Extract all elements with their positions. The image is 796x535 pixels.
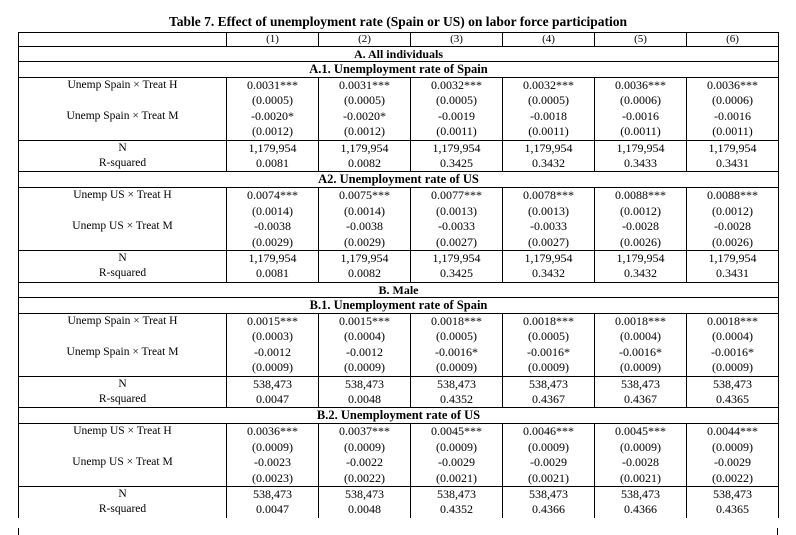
row-label (19, 235, 227, 251)
coefficient-cell: -0.0023 (227, 455, 319, 470)
coefficient-cell: 0.0037*** (319, 424, 411, 440)
statistic-cell: 538,473 (687, 376, 779, 392)
row-label (19, 329, 227, 344)
subpanel-header-row (19, 172, 779, 188)
panel-header: B. Male (19, 282, 779, 297)
subpanel-header: B.1. Unemployment rate of Spain (19, 297, 779, 313)
coefficient-cell: 0.0031*** (319, 78, 411, 94)
coefficient-cell: 0.0046*** (503, 424, 595, 440)
coefficient-cell: -0.0028 (595, 219, 687, 234)
coefficient-cell: 0.0036*** (227, 424, 319, 440)
standard-error-row (19, 204, 779, 219)
standard-error-cell: (0.0021) (503, 471, 595, 487)
statistic-cell: 0.3425 (411, 156, 503, 172)
statistic-cell: 538,473 (503, 376, 595, 392)
standard-error-row (19, 93, 779, 108)
statistic-label: N (19, 251, 227, 267)
coefficient-cell: -0.0029 (411, 455, 503, 470)
standard-error-row (19, 124, 779, 140)
standard-error-cell: (0.0009) (595, 360, 687, 376)
coefficient-cell: -0.0016 (595, 109, 687, 124)
coefficient-cell: 0.0032*** (411, 78, 503, 94)
statistic-cell: 0.0048 (319, 502, 411, 517)
table-title: Table 7. Effect of unemployment rate (Spain or US) on labor force participation (168, 14, 628, 29)
coefficient-cell: -0.0029 (503, 455, 595, 470)
statistic-cell: 0.0048 (319, 392, 411, 408)
subpanel-header-row (19, 297, 779, 313)
coefficient-row (19, 313, 779, 329)
statistic-row (19, 266, 779, 282)
row-label: Unemp US × Treat H (19, 424, 227, 440)
coefficient-cell: 0.0074*** (227, 188, 319, 204)
standard-error-cell: (0.0027) (411, 235, 503, 251)
panel-header-row (19, 47, 779, 62)
coefficient-cell: -0.0016* (411, 345, 503, 360)
coefficient-cell: -0.0016 (687, 109, 779, 124)
coefficient-cell: 0.0044*** (687, 424, 779, 440)
standard-error-cell: (0.0027) (503, 235, 595, 251)
standard-error-cell: (0.0006) (595, 93, 687, 108)
row-label (19, 204, 227, 219)
coefficient-row (19, 219, 779, 234)
coefficient-row (19, 188, 779, 204)
panel-header: A. All individuals (19, 47, 779, 62)
coefficient-cell: 0.0018*** (595, 313, 687, 329)
statistic-cell: 0.4366 (595, 502, 687, 517)
row-label: Unemp US × Treat M (19, 219, 227, 234)
statistic-row (19, 376, 779, 392)
statistic-cell: 0.3425 (411, 266, 503, 282)
coefficient-cell: 0.0018*** (503, 313, 595, 329)
statistic-cell: 1,179,954 (503, 140, 595, 156)
row-label: Unemp US × Treat H (19, 188, 227, 204)
coefficient-cell: 0.0032*** (503, 78, 595, 94)
subpanel-header: A2. Unemployment rate of US (19, 172, 779, 188)
statistic-cell: 1,179,954 (687, 251, 779, 267)
coefficient-cell: -0.0016* (687, 345, 779, 360)
statistic-cell: 538,473 (595, 486, 687, 502)
statistic-cell: 1,179,954 (411, 140, 503, 156)
statistic-cell: 0.0047 (227, 502, 319, 517)
standard-error-cell: (0.0005) (503, 93, 595, 108)
statistic-label: N (19, 376, 227, 392)
statistic-cell: 0.0081 (227, 156, 319, 172)
regression-table (18, 32, 779, 518)
coefficient-cell: -0.0019 (411, 109, 503, 124)
statistic-cell: 0.4365 (687, 392, 779, 408)
standard-error-cell: (0.0012) (319, 124, 411, 140)
statistic-cell: 538,473 (227, 376, 319, 392)
standard-error-cell: (0.0021) (411, 471, 503, 487)
column-header: (3) (411, 33, 503, 47)
subpanel-header: B.2. Unemployment rate of US (19, 408, 779, 424)
coefficient-cell: 0.0015*** (227, 313, 319, 329)
coefficient-cell: 0.0018*** (687, 313, 779, 329)
statistic-cell: 0.4365 (687, 502, 779, 517)
coefficient-cell: 0.0015*** (319, 313, 411, 329)
standard-error-cell: (0.0006) (687, 93, 779, 108)
coefficient-cell: -0.0012 (319, 345, 411, 360)
standard-error-cell: (0.0005) (503, 329, 595, 344)
standard-error-cell: (0.0022) (687, 471, 779, 487)
row-label: Unemp Spain × Treat M (19, 109, 227, 124)
coefficient-cell: 0.0018*** (411, 313, 503, 329)
statistic-cell: 0.3431 (687, 156, 779, 172)
standard-error-row (19, 471, 779, 487)
row-label (19, 93, 227, 108)
coefficient-cell: -0.0012 (227, 345, 319, 360)
statistic-cell: 1,179,954 (227, 251, 319, 267)
statistic-cell: 1,179,954 (319, 251, 411, 267)
row-label: Unemp Spain × Treat H (19, 78, 227, 94)
standard-error-cell: (0.0009) (227, 360, 319, 376)
statistic-cell: 0.0081 (227, 266, 319, 282)
statistic-cell: 538,473 (227, 486, 319, 502)
subpanel-header-row (19, 62, 779, 78)
row-label (19, 360, 227, 376)
statistic-cell: 0.3432 (503, 266, 595, 282)
standard-error-row (19, 440, 779, 455)
column-header-stub (19, 33, 227, 47)
statistic-cell: 538,473 (411, 486, 503, 502)
statistic-cell: 0.0082 (319, 156, 411, 172)
coefficient-cell: -0.0016* (503, 345, 595, 360)
coefficient-row (19, 78, 779, 94)
coefficient-cell: -0.0033 (411, 219, 503, 234)
statistic-cell: 1,179,954 (595, 140, 687, 156)
coefficient-cell: -0.0020* (227, 109, 319, 124)
statistic-cell: 0.0082 (319, 266, 411, 282)
statistic-cell: 0.3432 (595, 266, 687, 282)
standard-error-cell: (0.0005) (411, 93, 503, 108)
coefficient-cell: 0.0031*** (227, 78, 319, 94)
column-header-row (19, 33, 779, 47)
standard-error-row (19, 360, 779, 376)
standard-error-row (19, 329, 779, 344)
standard-error-cell: (0.0003) (227, 329, 319, 344)
statistic-cell: 1,179,954 (319, 140, 411, 156)
standard-error-cell: (0.0026) (595, 235, 687, 251)
statistic-label: R-squared (19, 502, 227, 517)
coefficient-row (19, 109, 779, 124)
standard-error-cell: (0.0012) (227, 124, 319, 140)
coefficient-cell: 0.0077*** (411, 188, 503, 204)
statistic-cell: 1,179,954 (227, 140, 319, 156)
standard-error-cell: (0.0005) (411, 329, 503, 344)
column-header: (2) (319, 33, 411, 47)
coefficient-cell: -0.0022 (319, 455, 411, 470)
statistic-cell: 1,179,954 (687, 140, 779, 156)
standard-error-cell: (0.0012) (595, 204, 687, 219)
standard-error-cell: (0.0023) (227, 471, 319, 487)
standard-error-cell: (0.0004) (319, 329, 411, 344)
coefficient-row (19, 424, 779, 440)
standard-error-cell: (0.0009) (687, 440, 779, 455)
standard-error-cell: (0.0009) (227, 440, 319, 455)
statistic-row (19, 140, 779, 156)
regression-table-body (19, 33, 779, 518)
standard-error-cell: (0.0026) (687, 235, 779, 251)
standard-error-cell: (0.0011) (503, 124, 595, 140)
statistic-cell: 0.0047 (227, 392, 319, 408)
standard-error-cell: (0.0009) (319, 360, 411, 376)
coefficient-cell: -0.0018 (503, 109, 595, 124)
standard-error-cell: (0.0009) (411, 440, 503, 455)
standard-error-cell: (0.0004) (595, 329, 687, 344)
standard-error-cell: (0.0013) (503, 204, 595, 219)
standard-error-cell: (0.0012) (687, 204, 779, 219)
subpanel-header-row (19, 408, 779, 424)
statistic-row (19, 251, 779, 267)
standard-error-cell: (0.0011) (687, 124, 779, 140)
column-header: (4) (503, 33, 595, 47)
statistic-label: N (19, 140, 227, 156)
standard-error-cell: (0.0011) (411, 124, 503, 140)
standard-error-cell: (0.0029) (227, 235, 319, 251)
column-header: (5) (595, 33, 687, 47)
standard-error-cell: (0.0005) (319, 93, 411, 108)
coefficient-cell: 0.0036*** (687, 78, 779, 94)
coefficient-cell: 0.0078*** (503, 188, 595, 204)
row-label (19, 124, 227, 140)
standard-error-cell: (0.0009) (595, 440, 687, 455)
statistic-cell: 0.3432 (503, 156, 595, 172)
row-label: Unemp Spain × Treat M (19, 345, 227, 360)
column-header: (1) (227, 33, 319, 47)
statistic-label: R-squared (19, 266, 227, 282)
statistic-cell: 1,179,954 (503, 251, 595, 267)
coefficient-cell: -0.0020* (319, 109, 411, 124)
standard-error-cell: (0.0014) (319, 204, 411, 219)
statistic-cell: 0.4367 (503, 392, 595, 408)
coefficient-cell: -0.0028 (687, 219, 779, 234)
statistic-cell: 0.3431 (687, 266, 779, 282)
panel-header-row (19, 282, 779, 297)
statistic-cell: 1,179,954 (411, 251, 503, 267)
statistic-cell: 538,473 (503, 486, 595, 502)
coefficient-cell: 0.0088*** (687, 188, 779, 204)
row-label (19, 440, 227, 455)
coefficient-cell: 0.0088*** (595, 188, 687, 204)
standard-error-cell: (0.0021) (595, 471, 687, 487)
table-continuation-edge (18, 528, 778, 535)
standard-error-cell: (0.0029) (319, 235, 411, 251)
statistic-cell: 538,473 (319, 486, 411, 502)
standard-error-cell: (0.0009) (687, 360, 779, 376)
statistic-row (19, 502, 779, 517)
coefficient-cell: -0.0038 (319, 219, 411, 234)
coefficient-row (19, 345, 779, 360)
statistic-label: R-squared (19, 156, 227, 172)
standard-error-cell: (0.0004) (687, 329, 779, 344)
statistic-cell: 0.4367 (595, 392, 687, 408)
statistic-cell: 538,473 (595, 376, 687, 392)
standard-error-row (19, 235, 779, 251)
standard-error-cell: (0.0009) (411, 360, 503, 376)
statistic-row (19, 486, 779, 502)
coefficient-cell: 0.0036*** (595, 78, 687, 94)
row-label: Unemp Spain × Treat H (19, 313, 227, 329)
statistic-cell: 0.4366 (503, 502, 595, 517)
standard-error-cell: (0.0011) (595, 124, 687, 140)
standard-error-cell: (0.0009) (319, 440, 411, 455)
coefficient-cell: 0.0075*** (319, 188, 411, 204)
standard-error-cell: (0.0009) (503, 440, 595, 455)
standard-error-cell: (0.0014) (227, 204, 319, 219)
statistic-row (19, 392, 779, 408)
coefficient-cell: -0.0029 (687, 455, 779, 470)
row-label: Unemp US × Treat M (19, 455, 227, 470)
standard-error-cell: (0.0005) (227, 93, 319, 108)
column-header: (6) (687, 33, 779, 47)
coefficient-cell: -0.0033 (503, 219, 595, 234)
standard-error-cell: (0.0009) (503, 360, 595, 376)
coefficient-row (19, 455, 779, 470)
statistic-label: N (19, 486, 227, 502)
statistic-cell: 538,473 (319, 376, 411, 392)
statistic-label: R-squared (19, 392, 227, 408)
coefficient-cell: -0.0028 (595, 455, 687, 470)
coefficient-cell: 0.0045*** (411, 424, 503, 440)
statistic-cell: 0.4352 (411, 502, 503, 517)
coefficient-cell: -0.0038 (227, 219, 319, 234)
statistic-cell: 0.3433 (595, 156, 687, 172)
statistic-cell: 0.4352 (411, 392, 503, 408)
row-label (19, 471, 227, 487)
coefficient-cell: 0.0045*** (595, 424, 687, 440)
statistic-cell: 538,473 (687, 486, 779, 502)
statistic-cell: 1,179,954 (595, 251, 687, 267)
statistic-row (19, 156, 779, 172)
statistic-cell: 538,473 (411, 376, 503, 392)
subpanel-header: A.1. Unemployment rate of Spain (19, 62, 779, 78)
coefficient-cell: -0.0016* (595, 345, 687, 360)
standard-error-cell: (0.0013) (411, 204, 503, 219)
standard-error-cell: (0.0022) (319, 471, 411, 487)
